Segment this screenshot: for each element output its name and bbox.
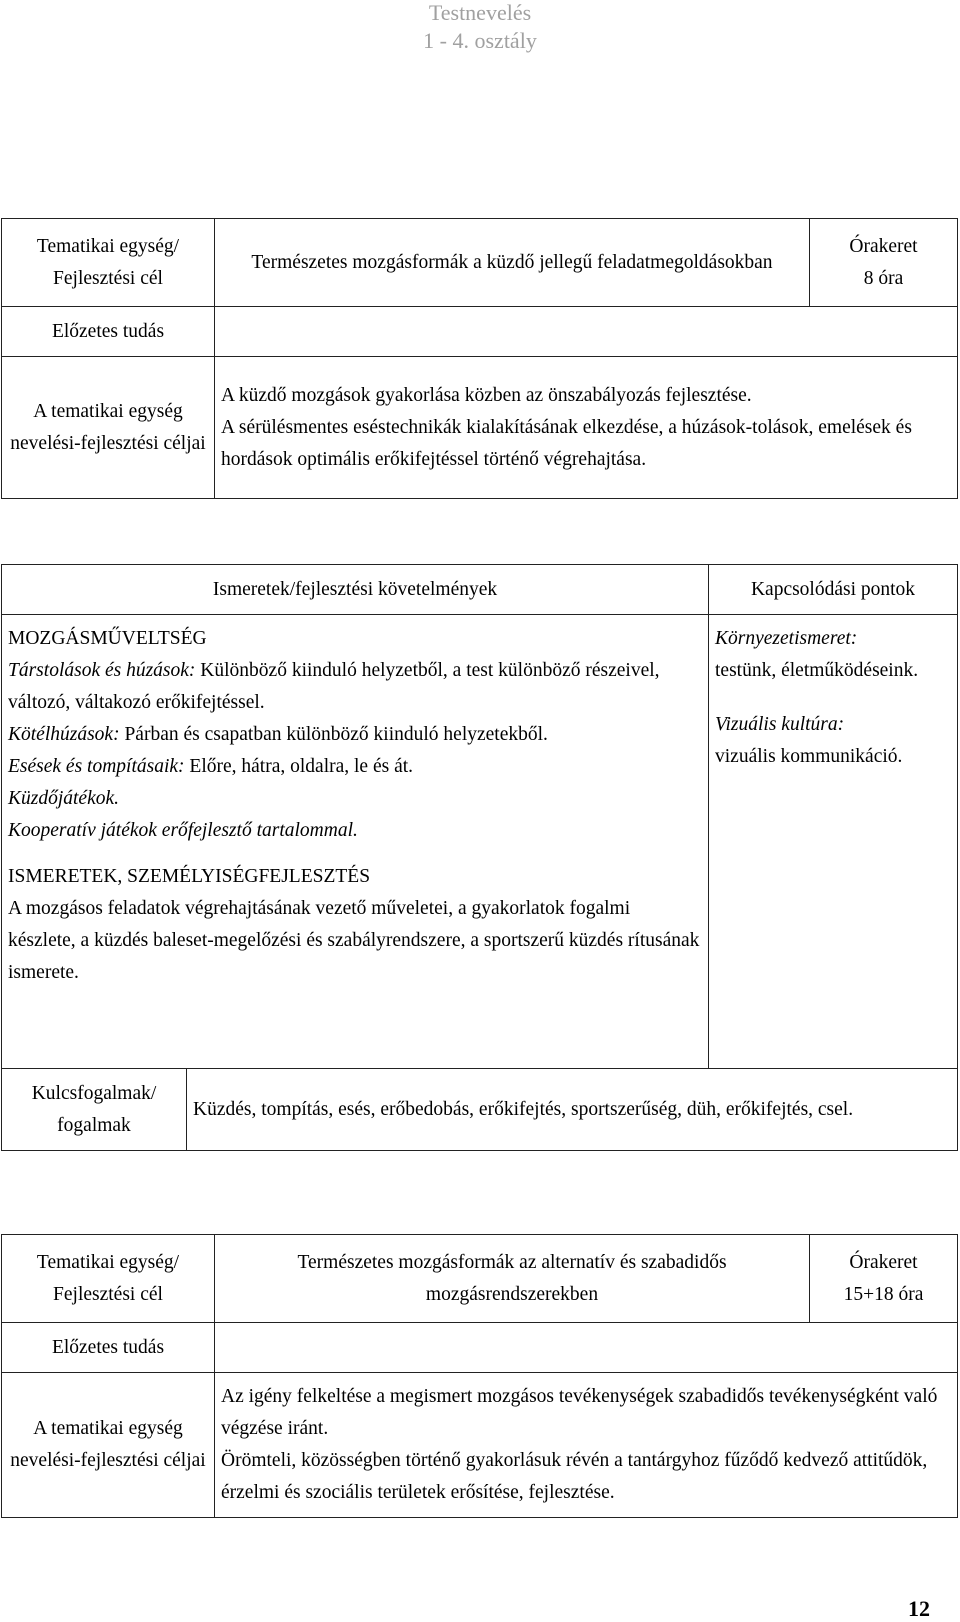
unit2-prior-value	[215, 1323, 958, 1373]
requirement-item	[8, 719, 702, 751]
unit1-hours-label: Órakeret	[849, 235, 918, 257]
unit1-hours-value: 8 óra	[863, 267, 904, 289]
link-subject	[715, 709, 951, 741]
unit2-goals-cell	[215, 1373, 958, 1518]
unit1-topic-label: Tematikai egység/ Fejlesztési cél	[2, 219, 215, 307]
unit1-goal-line: A sérülésmentes eséstechnikák kialakításának elkezdése, a húzások-tolások, emelések és hordások optimális erőkifejtéssel történő végrehajtása.	[221, 416, 912, 470]
link-subject-name: Környezetismeret:	[715, 628, 858, 649]
requirement-term: Társtolások és húzások:	[8, 660, 196, 681]
section2-text: A mozgásos feladatok végrehajtásának vezető műveletei, a gyakorlatok fogalmi készlete, a küzdés baleset-megelőzési és szabályrendszere, a sportszerű küzdés rítusának ismerete.	[8, 898, 700, 983]
requirement-item	[8, 751, 702, 783]
unit1-hours-cell	[810, 219, 958, 307]
link-subject-name: Vizuális kultúra:	[715, 714, 845, 735]
link-subject	[715, 623, 951, 655]
requirements-table	[1, 564, 958, 1151]
unit1-title: Természetes mozgásformák a küzdő jellegű feladatmegoldásokban	[215, 219, 810, 307]
requirement-term: Kooperatív játékok erőfejlesztő tartalommal.	[8, 820, 358, 841]
unit1-prior-value	[215, 307, 958, 357]
unit2-title: Természetes mozgásformák az alternatív és szabadidős mozgásrendszerekben	[215, 1235, 810, 1323]
requirement-text: Párban és csapatban különböző kiinduló helyzetekből.	[119, 724, 548, 745]
unit2-hours-label: Órakeret	[849, 1251, 918, 1273]
unit1-prior-label: Előzetes tudás	[2, 307, 215, 357]
requirement-term: Esések és tompításaik:	[8, 756, 185, 777]
keywords-label: Kulcsfogalmak/ fogalmak	[2, 1069, 187, 1151]
page-header-grade: 1 - 4. osztály	[423, 28, 537, 53]
unit2-table	[1, 1234, 958, 1518]
requirement-text: Előre, hátra, oldalra, le és át.	[184, 756, 414, 777]
unit1-table	[1, 218, 958, 499]
unit2-hours-value: 15+18 óra	[843, 1283, 924, 1305]
unit2-hours-cell	[810, 1235, 958, 1323]
requirement-item	[8, 655, 702, 719]
unit2-topic-label: Tematikai egység/ Fejlesztési cél	[2, 1235, 215, 1323]
requirements-header: Ismeretek/fejlesztési követelmények	[2, 565, 709, 615]
requirement-term: Küzdőjátékok.	[8, 788, 120, 809]
requirements-content	[2, 615, 709, 1069]
page-header-subject: Testnevelés	[428, 0, 532, 25]
links-content	[709, 615, 958, 1069]
requirement-text: Különböző kiinduló helyzetből, a test különböző részeivel, változó, váltakozó erőkifejtéssel.	[8, 660, 660, 713]
link-topics: testünk, életműködéseink.	[715, 660, 919, 681]
unit1-goal-line: A küzdő mozgások gyakorlása közben az önszabályozás fejlesztése.	[221, 384, 752, 406]
link-topics: vizuális kommunikáció.	[715, 746, 903, 767]
unit2-goal-line: Az igény felkeltése a megismert mozgásos tevékenységek szabadidős tevékenységként való végzése iránt.	[221, 1386, 938, 1439]
requirement-item	[8, 783, 702, 815]
requirement-term: Kötélhúzások:	[8, 724, 120, 745]
unit2-goal-line: Örömteli, közösségben történő gyakorlásuk révén a tantárgyhoz fűződő kedvező attitűdök, érzelmi és szociális területek erősítése, fejlesztése.	[221, 1450, 928, 1503]
unit2-prior-label: Előzetes tudás	[2, 1323, 215, 1373]
unit1-goals-cell	[215, 357, 958, 499]
section1-title: MOZGÁSMŰVELTSÉG	[8, 628, 207, 649]
requirement-item	[8, 815, 702, 847]
page-number: 12	[908, 1596, 930, 1621]
keywords-value: Küzdés, tompítás, esés, erőbedobás, erőkifejtés, sportszerűség, düh, erőkifejtés, csel.	[187, 1069, 958, 1151]
links-header: Kapcsolódási pontok	[709, 565, 958, 615]
unit2-goals-label: A tematikai egység nevelési-fejlesztési céljai	[2, 1373, 215, 1518]
section2-title: ISMERETEK, SZEMÉLYISÉGFEJLESZTÉS	[8, 866, 371, 887]
unit1-goals-label: A tematikai egység nevelési-fejlesztési céljai	[2, 357, 215, 499]
